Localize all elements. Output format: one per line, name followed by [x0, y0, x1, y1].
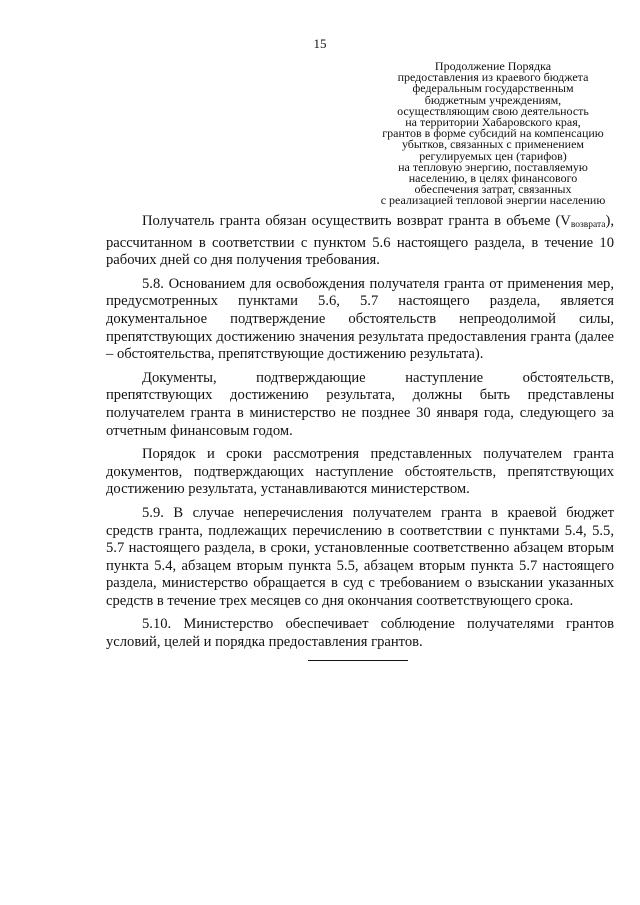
header-line: грантов в форме субсидий на компенсацию	[382, 126, 604, 141]
header-line: бюджетным учреждениям,	[424, 92, 562, 107]
header-line: предоставления из краевого бюджета	[397, 70, 589, 85]
paragraph-5-10: 5.10. Министерство обеспечивает соблюдение получателями грантов условий, целей и порядка предоставления грантов.	[106, 616, 614, 651]
header-line: Продолжение Порядка	[434, 59, 552, 73]
header-line: регулируемых цен (тарифов)	[419, 148, 567, 163]
paragraph-grant-return	[106, 213, 614, 270]
paragraph-text: Получатель гранта обязан осуществить возврат гранта в объеме (V	[142, 213, 571, 229]
end-divider	[308, 660, 408, 661]
paragraph-5-8: 5.8. Основанием для освобождения получателя гранта от применения мер, предусмотренных пунктами 5.6, 5.7 настоящего раздела, является документальное подтверждение обстоятельств непреодолимой силы, препятствующих достижению значения результата предоставления гранта (далее – обстоятельства, препятствующие достижению результата).	[106, 275, 614, 363]
paragraph-text: ), рассчитанном в соответствии с пунктом 5.6 настоящего раздела, в течение 10 рабочих дней со дня получения требования.	[106, 213, 614, 269]
header-line: на территории Хабаровского края,	[405, 115, 581, 130]
document-header	[372, 61, 614, 207]
header-line: убытков, связанных с применением	[401, 137, 585, 152]
header-line: обеспечения затрат, связанных	[414, 182, 572, 197]
paragraph-5-9: 5.9. В случае неперечисления получателем гранта в краевой бюджет средств гранта, подлежащих перечислению в соответствии с пунктами 5.4, 5.5, 5.7 настоящего раздела, в сроки, установленные соответственно абзацем вторым пункта 5.4, абзацем вторым пункта 5.5, абзацем вторым пункта 5.7 настоящего раздела, министерство обращается в суд с требованием о взыскании указанных средств в течение трех месяцев со дня окончания соответствующего срока.	[106, 504, 614, 609]
subscript-text: возврата	[570, 220, 606, 230]
header-line: на тепловую энергию, поставляемую	[398, 159, 588, 174]
header-line: осуществляющим свою деятельность	[397, 103, 589, 118]
header-line: федеральным государственным	[412, 81, 574, 96]
document-body	[106, 213, 614, 652]
page-number: 15	[313, 36, 327, 51]
header-line: населению, в целях финансового	[408, 171, 578, 186]
header-line: с реализацией тепловой энергии населению	[380, 193, 606, 208]
paragraph-documents: Документы, подтверждающие наступление обстоятельств, препятствующих достижению результата, должны быть представлены получателем гранта в министерство не позднее 30 января года, следующего за отчетным финансовым годом.	[106, 369, 614, 439]
paragraph-procedure: Порядок и сроки рассмотрения представленных получателем гранта документов, подтверждающих наступление обстоятельств, препятствующих достижению результата, устанавливаются министерством.	[106, 446, 614, 498]
